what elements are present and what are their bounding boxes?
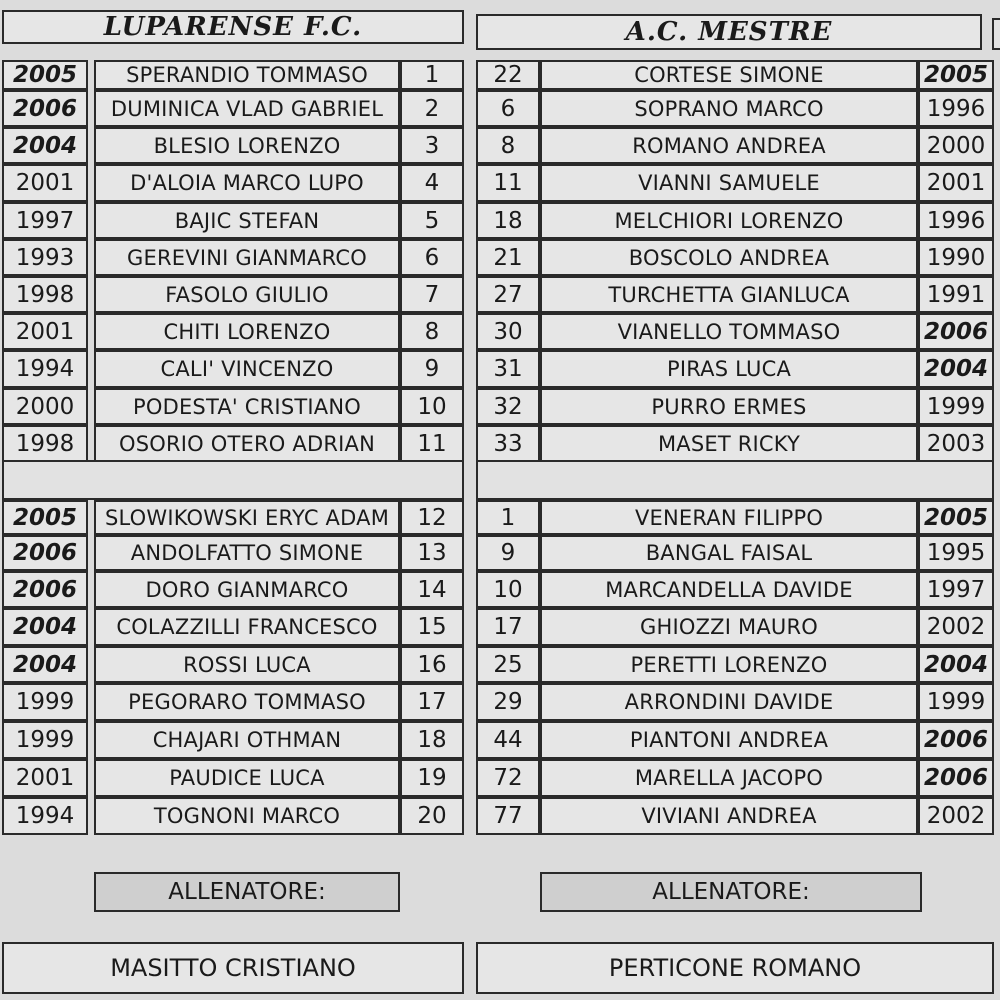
away-player-year: 1997: [918, 571, 994, 608]
home-player-number: 12: [400, 500, 464, 535]
away-player-name: MASET RICKY: [540, 425, 918, 462]
away-player-name: BOSCOLO ANDREA: [540, 239, 918, 276]
away-player-number: 17: [476, 608, 540, 646]
away-player-name: SOPRANO MARCO: [540, 90, 918, 127]
home-player-year: 2004: [2, 127, 88, 164]
away-player-number: 18: [476, 202, 540, 239]
away-player-year: 1996: [918, 202, 994, 239]
away-player-number: 31: [476, 350, 540, 388]
home-player-year: 1994: [2, 350, 88, 388]
away-player-number: 9: [476, 535, 540, 571]
away-player-name: ROMANO ANDREA: [540, 127, 918, 164]
away-player-year: 2006: [918, 721, 994, 759]
away-player-year: 2003: [918, 425, 994, 462]
away-coach-name: PERTICONE ROMANO: [476, 942, 994, 994]
home-player-name: OSORIO OTERO ADRIAN: [94, 425, 400, 462]
away-player-name: MARCANDELLA DAVIDE: [540, 571, 918, 608]
away-player-number: 6: [476, 90, 540, 127]
home-player-number: 5: [400, 202, 464, 239]
away-player-name: GHIOZZI MAURO: [540, 608, 918, 646]
away-team-title: A.C. MESTRE: [476, 14, 982, 50]
away-player-year: 2005: [918, 60, 994, 90]
away-player-year: 1990: [918, 239, 994, 276]
away-player-number: 33: [476, 425, 540, 462]
away-player-name: VIVIANI ANDREA: [540, 797, 918, 835]
away-player-number: 29: [476, 683, 540, 721]
home-player-name: COLAZZILLI FRANCESCO: [94, 608, 400, 646]
home-player-name: DORO GIANMARCO: [94, 571, 400, 608]
home-player-number: 4: [400, 164, 464, 202]
away-player-number: 27: [476, 276, 540, 313]
away-player-name: VENERAN FILIPPO: [540, 500, 918, 535]
home-player-name: CHAJARI OTHMAN: [94, 721, 400, 759]
home-player-year: 2001: [2, 313, 88, 350]
away-player-year: 1991: [918, 276, 994, 313]
home-player-number: 1: [400, 60, 464, 90]
away-player-year: 2006: [918, 313, 994, 350]
away-player-name: VIANNI SAMUELE: [540, 164, 918, 202]
away-player-number: 11: [476, 164, 540, 202]
away-player-number: 77: [476, 797, 540, 835]
away-player-number: 10: [476, 571, 540, 608]
away-player-year: 2000: [918, 127, 994, 164]
away-player-number: 30: [476, 313, 540, 350]
away-player-name: PIANTONI ANDREA: [540, 721, 918, 759]
away-coach-label: ALLENATORE:: [540, 872, 922, 912]
home-player-number: 3: [400, 127, 464, 164]
home-player-number: 9: [400, 350, 464, 388]
home-player-year: 2001: [2, 164, 88, 202]
away-player-name: PERETTI LORENZO: [540, 646, 918, 683]
home-player-name: CHITI LORENZO: [94, 313, 400, 350]
home-player-year: 2001: [2, 759, 88, 797]
home-player-number: 13: [400, 535, 464, 571]
home-player-name: D'ALOIA MARCO LUPO: [94, 164, 400, 202]
away-player-year: 2004: [918, 646, 994, 683]
home-player-number: 20: [400, 797, 464, 835]
home-player-name: PODESTA' CRISTIANO: [94, 388, 400, 425]
home-player-name: ROSSI LUCA: [94, 646, 400, 683]
away-player-name: TURCHETTA GIANLUCA: [540, 276, 918, 313]
away-player-name: PURRO ERMES: [540, 388, 918, 425]
home-player-number: 7: [400, 276, 464, 313]
home-player-year: 1998: [2, 276, 88, 313]
home-player-name: SPERANDIO TOMMASO: [94, 60, 400, 90]
home-player-year: 1999: [2, 721, 88, 759]
home-player-year: 2005: [2, 60, 88, 90]
home-player-year: 2000: [2, 388, 88, 425]
home-player-year: 1999: [2, 683, 88, 721]
away-player-number: 32: [476, 388, 540, 425]
away-player-name: PIRAS LUCA: [540, 350, 918, 388]
home-player-number: 16: [400, 646, 464, 683]
home-player-number: 15: [400, 608, 464, 646]
home-player-name: PEGORARO TOMMASO: [94, 683, 400, 721]
home-player-name: BLESIO LORENZO: [94, 127, 400, 164]
home-player-name: FASOLO GIULIO: [94, 276, 400, 313]
home-coach-name: MASITTO CRISTIANO: [2, 942, 464, 994]
away-player-number: 22: [476, 60, 540, 90]
home-player-number: 11: [400, 425, 464, 462]
away-player-name: MELCHIORI LORENZO: [540, 202, 918, 239]
away-player-name: ARRONDINI DAVIDE: [540, 683, 918, 721]
home-player-number: 18: [400, 721, 464, 759]
away-player-number: 21: [476, 239, 540, 276]
home-player-name: GEREVINI GIANMARCO: [94, 239, 400, 276]
home-player-year: 1997: [2, 202, 88, 239]
away-player-number: 1: [476, 500, 540, 535]
home-player-name: ANDOLFATTO SIMONE: [94, 535, 400, 571]
away-player-year: 2006: [918, 759, 994, 797]
away-player-year: 2001: [918, 164, 994, 202]
home-player-year: 2004: [2, 608, 88, 646]
home-player-year: 1993: [2, 239, 88, 276]
away-player-name: BANGAL FAISAL: [540, 535, 918, 571]
home-player-number: 17: [400, 683, 464, 721]
away-player-year: 2002: [918, 797, 994, 835]
home-player-number: 2: [400, 90, 464, 127]
away-player-number: 8: [476, 127, 540, 164]
away-player-year: 2002: [918, 608, 994, 646]
away-player-year: 1996: [918, 90, 994, 127]
home-coach-label: ALLENATORE:: [94, 872, 400, 912]
home-player-number: 14: [400, 571, 464, 608]
home-player-year: 2006: [2, 535, 88, 571]
home-team-title: LUPARENSE F.C.: [2, 10, 464, 44]
home-player-year: 2006: [2, 90, 88, 127]
away-player-number: 25: [476, 646, 540, 683]
home-player-name: DUMINICA VLAD GABRIEL: [94, 90, 400, 127]
away-player-name: CORTESE SIMONE: [540, 60, 918, 90]
home-player-year: 1998: [2, 425, 88, 462]
away-player-year: 1995: [918, 535, 994, 571]
home-player-number: 6: [400, 239, 464, 276]
home-player-number: 19: [400, 759, 464, 797]
away-player-name: MARELLA JACOPO: [540, 759, 918, 797]
away-player-year: 1999: [918, 683, 994, 721]
home-player-name: TOGNONI MARCO: [94, 797, 400, 835]
home-separator: [2, 460, 464, 500]
home-player-year: 2005: [2, 500, 88, 535]
home-player-name: BAJIC STEFAN: [94, 202, 400, 239]
away-player-year: 2005: [918, 500, 994, 535]
away-player-name: VIANELLO TOMMASO: [540, 313, 918, 350]
home-player-number: 8: [400, 313, 464, 350]
home-player-name: SLOWIKOWSKI ERYC ADAM: [94, 500, 400, 535]
away-separator: [476, 460, 994, 500]
home-player-name: PAUDICE LUCA: [94, 759, 400, 797]
away-player-year: 1999: [918, 388, 994, 425]
home-player-number: 10: [400, 388, 464, 425]
right-edge-title: [992, 18, 1000, 50]
away-player-year: 2004: [918, 350, 994, 388]
home-player-year: 1994: [2, 797, 88, 835]
home-player-year: 2004: [2, 646, 88, 683]
away-player-number: 44: [476, 721, 540, 759]
home-player-year: 2006: [2, 571, 88, 608]
home-player-name: CALI' VINCENZO: [94, 350, 400, 388]
away-player-number: 72: [476, 759, 540, 797]
